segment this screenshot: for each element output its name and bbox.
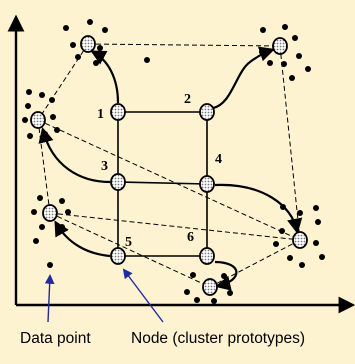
dashed-link — [50, 213, 300, 240]
grid-link — [118, 182, 207, 184]
data-point — [144, 57, 150, 63]
data-point — [292, 35, 298, 41]
grid-node-4 — [200, 176, 214, 192]
dashed-link — [280, 46, 300, 240]
data-point — [227, 290, 233, 296]
node-callout-arrow — [124, 270, 163, 322]
data-point — [93, 60, 99, 66]
data-point — [65, 209, 71, 215]
prototype-node — [43, 205, 57, 221]
data-point — [97, 45, 103, 51]
axes — [16, 18, 352, 305]
data-point — [59, 198, 65, 204]
data-point — [287, 255, 293, 261]
data-point — [37, 195, 43, 201]
data-point — [280, 204, 286, 210]
data-point — [211, 298, 217, 304]
prototype-node — [203, 279, 217, 295]
data-point — [42, 131, 48, 137]
data-point — [315, 219, 321, 225]
data-point — [299, 262, 305, 268]
data-point — [87, 19, 93, 25]
data-point — [50, 114, 56, 120]
data-point — [33, 238, 39, 244]
data-point — [27, 133, 33, 139]
legend — [20, 330, 305, 347]
data-point — [63, 25, 69, 31]
data-point — [39, 92, 45, 98]
data-point — [282, 24, 288, 30]
data-point — [47, 262, 53, 268]
data-point — [221, 273, 227, 279]
data-point — [319, 254, 325, 260]
data-point — [59, 224, 65, 230]
data-point — [31, 209, 37, 215]
prototype-node — [81, 36, 95, 52]
prototype-node — [293, 232, 307, 248]
legend-callouts — [48, 270, 163, 322]
data-point — [260, 27, 266, 33]
prototype-node — [31, 112, 45, 128]
data-point — [279, 228, 285, 234]
data-point — [54, 127, 60, 133]
node-number-6: 6 — [187, 230, 194, 245]
arrow-node-1 — [93, 52, 118, 103]
node-number-3: 3 — [101, 159, 108, 174]
grid-node-3 — [111, 174, 125, 190]
dashed-link — [38, 120, 300, 240]
data-point — [273, 241, 279, 247]
dashed-connections — [38, 44, 300, 287]
data-point — [259, 49, 265, 55]
data-points — [22, 19, 325, 304]
dashed-link — [88, 44, 280, 46]
movement-arrows — [43, 50, 297, 286]
node-number-2: 2 — [184, 92, 191, 107]
grid-node-6 — [200, 248, 214, 264]
data-point — [194, 297, 200, 303]
data-point — [39, 224, 45, 230]
node-number-5: 5 — [125, 235, 132, 250]
data-point — [184, 289, 190, 295]
data-point-callout-arrow — [48, 276, 50, 322]
grid-node-1 — [111, 104, 125, 120]
data-point — [70, 42, 76, 48]
data-point — [313, 205, 319, 211]
node-number-1: 1 — [97, 107, 104, 122]
data-point — [49, 97, 55, 103]
prototype-node — [273, 38, 287, 54]
data-point — [25, 103, 31, 109]
data-point — [313, 240, 319, 246]
data-point — [289, 75, 295, 81]
data-point — [297, 210, 303, 216]
data-point — [267, 60, 273, 66]
node-label: Node (cluster prototypes) — [131, 330, 306, 347]
data-point — [305, 66, 311, 72]
data-point — [26, 89, 32, 95]
grid-node-2 — [200, 104, 214, 120]
data-point — [190, 272, 196, 278]
grid-node-5 — [111, 248, 125, 264]
data-point — [102, 27, 108, 33]
arrow-node-2 — [213, 50, 272, 108]
data-point-label: Data point — [20, 330, 91, 347]
data-point — [75, 54, 81, 60]
data-point — [281, 61, 287, 67]
data-point — [296, 53, 302, 59]
node-number-4: 4 — [215, 152, 222, 167]
data-point — [22, 117, 28, 123]
dashed-link — [50, 213, 210, 287]
